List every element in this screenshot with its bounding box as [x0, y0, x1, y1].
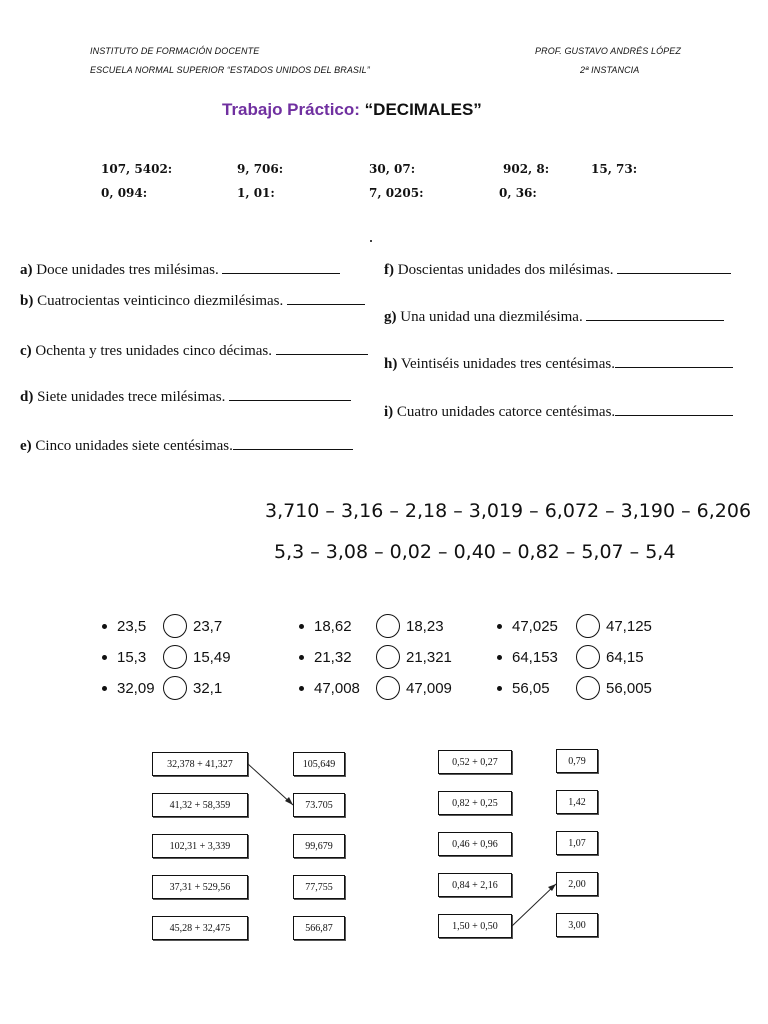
- sum-right-5[interactable]: 1,50 + 0,50: [438, 914, 512, 938]
- result-right-3[interactable]: 1,07: [556, 831, 598, 855]
- result-left-1[interactable]: 105,649: [293, 752, 345, 776]
- header-instance: 2ª INSTANCIA: [580, 65, 640, 75]
- comparison-2: 18,62 18,23: [299, 614, 444, 638]
- sequence-1: 3,710 – 3,16 – 2,18 – 3,019 – 6,072 – 3,190 – 6,206: [265, 500, 752, 522]
- title-topic: “DECIMALES”: [364, 100, 482, 119]
- item-h: h) Veintiséis unidades tres centésimas.: [384, 355, 733, 373]
- result-right-2[interactable]: 1,42: [556, 790, 598, 814]
- match-line-left: [248, 764, 293, 805]
- number-r1-1: 107, 5402:: [101, 162, 173, 176]
- item-d: d) Siete unidades trece milésimas.: [20, 388, 351, 406]
- number-r1-5: 15, 73:: [591, 162, 638, 176]
- item-f: f) Doscientas unidades dos milésimas.: [384, 261, 731, 279]
- item-g: g) Una unidad una diezmilésima.: [384, 308, 724, 326]
- comparison-1: 23,5 23,7: [102, 614, 222, 638]
- number-r1-3: 30, 07:: [369, 162, 416, 176]
- sum-left-1[interactable]: 32,378 + 41,327: [152, 752, 248, 776]
- header-school: ESCUELA NORMAL SUPERIOR “ESTADOS UNIDOS DEL BRASIL”: [90, 65, 370, 75]
- result-right-1[interactable]: 0,79: [556, 749, 598, 773]
- comparison-4: 15,3 15,49: [102, 645, 231, 669]
- sum-right-2[interactable]: 0,82 + 0,25: [438, 791, 512, 815]
- header-institute: INSTITUTO DE FORMACIÓN DOCENTE: [90, 46, 260, 56]
- number-r1-4: 902, 8:: [503, 162, 550, 176]
- title-label: Trabajo Práctico:: [222, 100, 360, 119]
- result-left-2[interactable]: 73.705: [293, 793, 345, 817]
- sum-right-3[interactable]: 0,46 + 0,96: [438, 832, 512, 856]
- result-right-5[interactable]: 3,00: [556, 913, 598, 937]
- comparison-7: 32,09 32,1: [102, 676, 222, 700]
- number-r1-2: 9, 706:: [237, 162, 284, 176]
- number-r2-4: 0, 36:: [499, 186, 537, 200]
- result-left-3[interactable]: 99,679: [293, 834, 345, 858]
- match-line-right: [512, 884, 556, 926]
- result-left-4[interactable]: 77,755: [293, 875, 345, 899]
- header-professor: PROF. GUSTAVO ANDRÉS LÓPEZ: [535, 46, 681, 56]
- sum-left-5[interactable]: 45,28 + 32,475: [152, 916, 248, 940]
- sum-right-4[interactable]: 0,84 + 2,16: [438, 873, 512, 897]
- comparison-3: 47,025 47,125: [497, 614, 652, 638]
- number-r2-3: 7, 0205:: [369, 186, 424, 200]
- item-i: i) Cuatro unidades catorce centésimas.: [384, 403, 733, 421]
- result-left-5[interactable]: 566,87: [293, 916, 345, 940]
- item-a: a) Doce unidades tres milésimas.: [20, 261, 340, 279]
- item-b: b) Cuatrocientas veinticinco diezmilésimas.: [20, 292, 365, 310]
- item-e: e) Cinco unidades siete centésimas.: [20, 437, 353, 455]
- sequence-2: 5,3 – 3,08 – 0,02 – 0,40 – 0,82 – 5,07 – 5,4: [274, 541, 676, 563]
- comparison-9: 56,05 56,005: [497, 676, 652, 700]
- comparison-8: 47,008 47,009: [299, 676, 452, 700]
- sum-left-2[interactable]: 41,32 + 58,359: [152, 793, 248, 817]
- comparison-6: 64,153 64,15: [497, 645, 644, 669]
- item-c: c) Ochenta y tres unidades cinco décimas.: [20, 342, 368, 360]
- sum-right-1[interactable]: 0,52 + 0,27: [438, 750, 512, 774]
- sum-left-3[interactable]: 102,31 + 3,339: [152, 834, 248, 858]
- sum-left-4[interactable]: 37,31 + 529,56: [152, 875, 248, 899]
- number-r2-2: 1, 01:: [237, 186, 275, 200]
- number-r2-1: 0, 094:: [101, 186, 148, 200]
- result-right-4[interactable]: 2,00: [556, 872, 598, 896]
- comparison-5: 21,32 21,321: [299, 645, 452, 669]
